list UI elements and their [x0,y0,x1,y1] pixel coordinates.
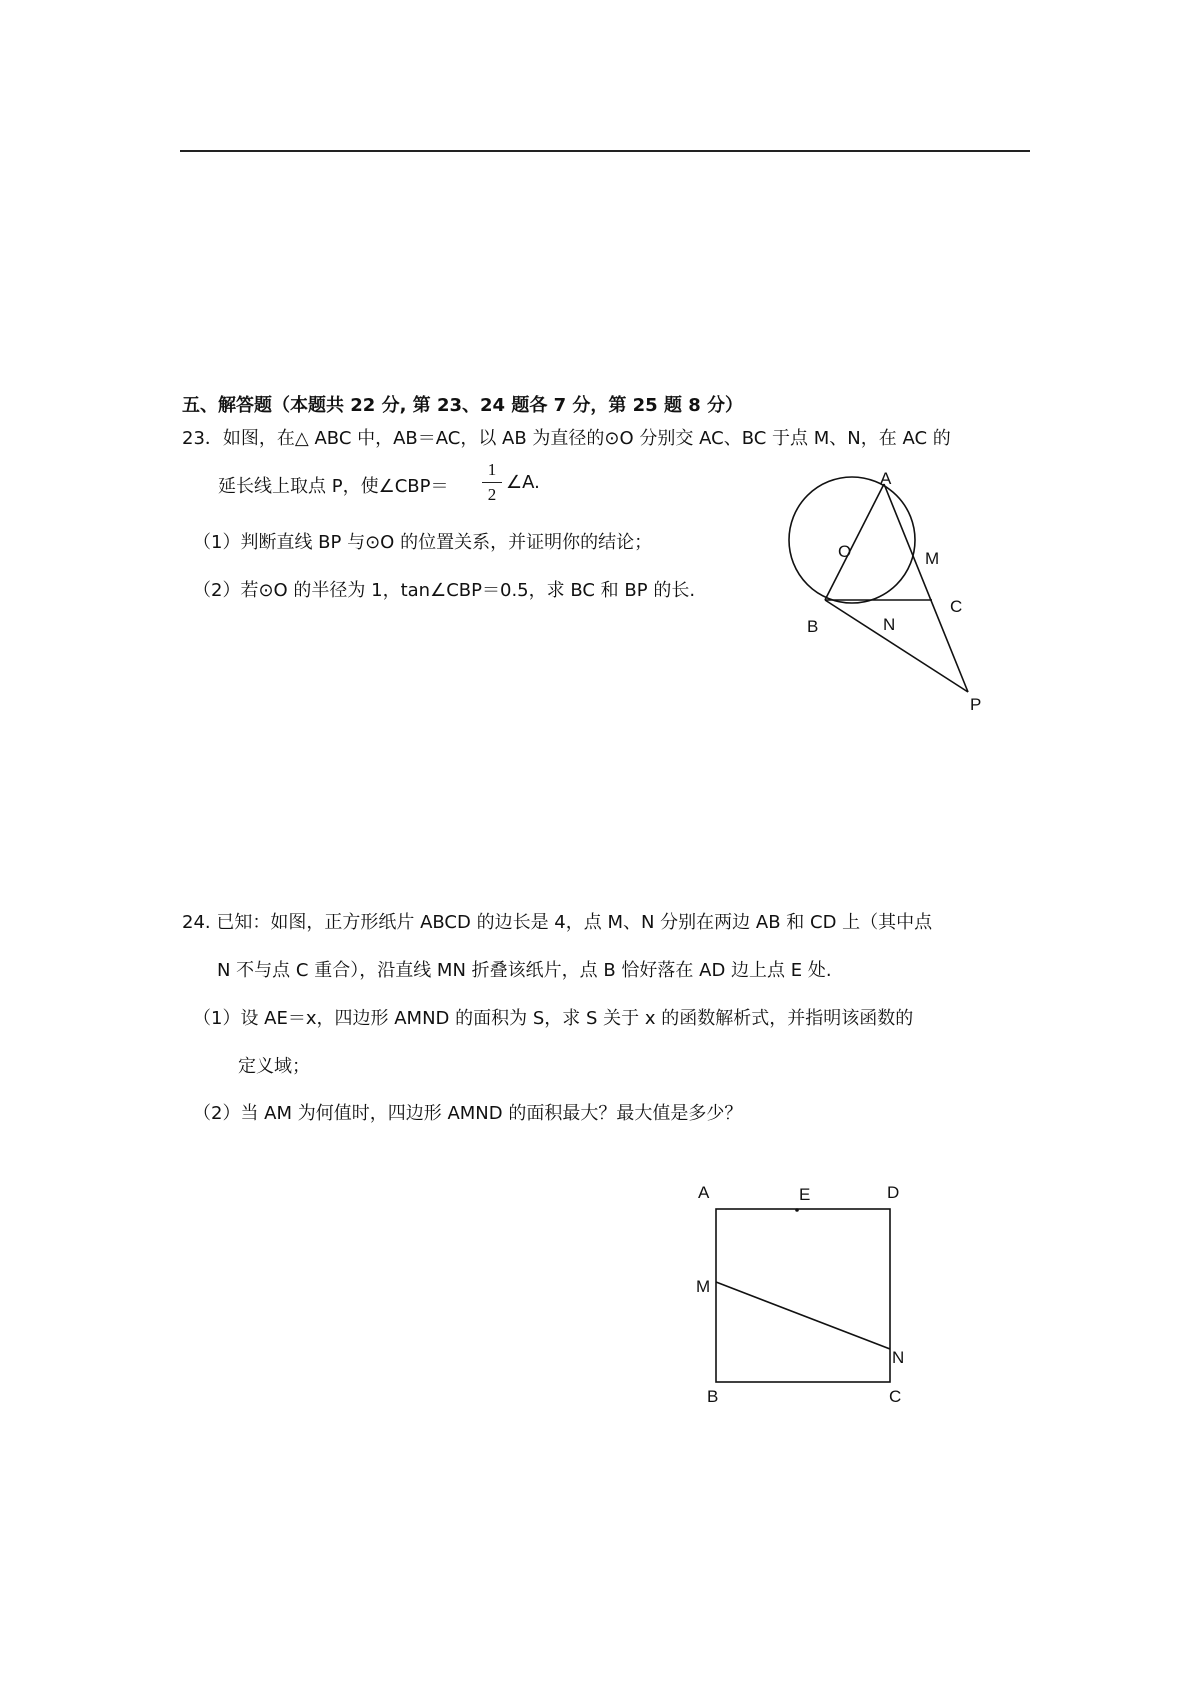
q23-line1: 23．如图，在△ ABC 中，AB＝AC，以 AB 为直径的⊙O 分别交 AC、BC 于点 M、N，在 AC 的 [182,428,951,449]
q23-line2-post: ∠A. [506,472,540,493]
q23-line2-pre: 延长线上取点 P，使∠CBP＝ [218,476,449,497]
q24-part1-line1: （1）设 AE＝x，四边形 AMND 的面积为 S，求 S 关于 x 的函数解析式，并指明该函数的 [193,1008,914,1029]
q23-circle-o [789,477,915,603]
q23-label-b: B [807,617,819,636]
q23-label-c: C [950,597,963,616]
q24-label-c: C [889,1387,902,1406]
q24-label-d: D [887,1183,900,1202]
q23-label-a: A [880,469,892,488]
q24-line1: 24. 已知：如图，正方形纸片 ABCD 的边长是 4，点 M、N 分别在两边 AB 和 CD 上（其中点 [182,912,933,933]
q23-fraction-denominator: 2 [487,485,497,504]
q24-square-abcd [716,1209,890,1382]
q24-label-e: E [799,1185,811,1204]
q23-part2: （2）若⊙O 的半径为 1，tan∠CBP＝0.5，求 BC 和 BP 的长. [193,580,696,601]
q23-segment-bp [825,600,968,692]
section-heading: 五、解答题（本题共 22 分, 第 23、24 题各 7 分，第 25 题 8 分） [182,395,744,416]
q24-line2: N 不与点 C 重合），沿直线 MN 折叠该纸片，点 B 恰好落在 AD 边上点 E 处. [217,960,832,981]
q23-segment-ap [884,484,968,692]
q24-figure [716,1209,890,1382]
q23-label-m: M [925,549,940,568]
q23-fraction-numerator: 1 [487,460,497,479]
q24-label-b: B [707,1387,719,1406]
q23-label-o: O [838,542,852,561]
q24-label-m: M [696,1277,711,1296]
q24-fold-line-mn [716,1282,890,1349]
q23-label-p: P [970,695,982,714]
q24-part1-line2: 定义域； [238,1056,310,1077]
q23-figure [789,477,968,692]
q24-label-n: N [892,1348,905,1367]
q24-part2: （2）当 AM 为何值时，四边形 AMND 的面积最大？最大值是多少？ [193,1103,743,1124]
q23-label-n: N [883,615,896,634]
q23-part1: （1）判断直线 BP 与⊙O 的位置关系，并证明你的结论； [193,532,653,553]
q24-label-a: A [698,1183,710,1202]
q23-segment-ab [825,484,884,600]
q24-point-e [795,1208,799,1212]
